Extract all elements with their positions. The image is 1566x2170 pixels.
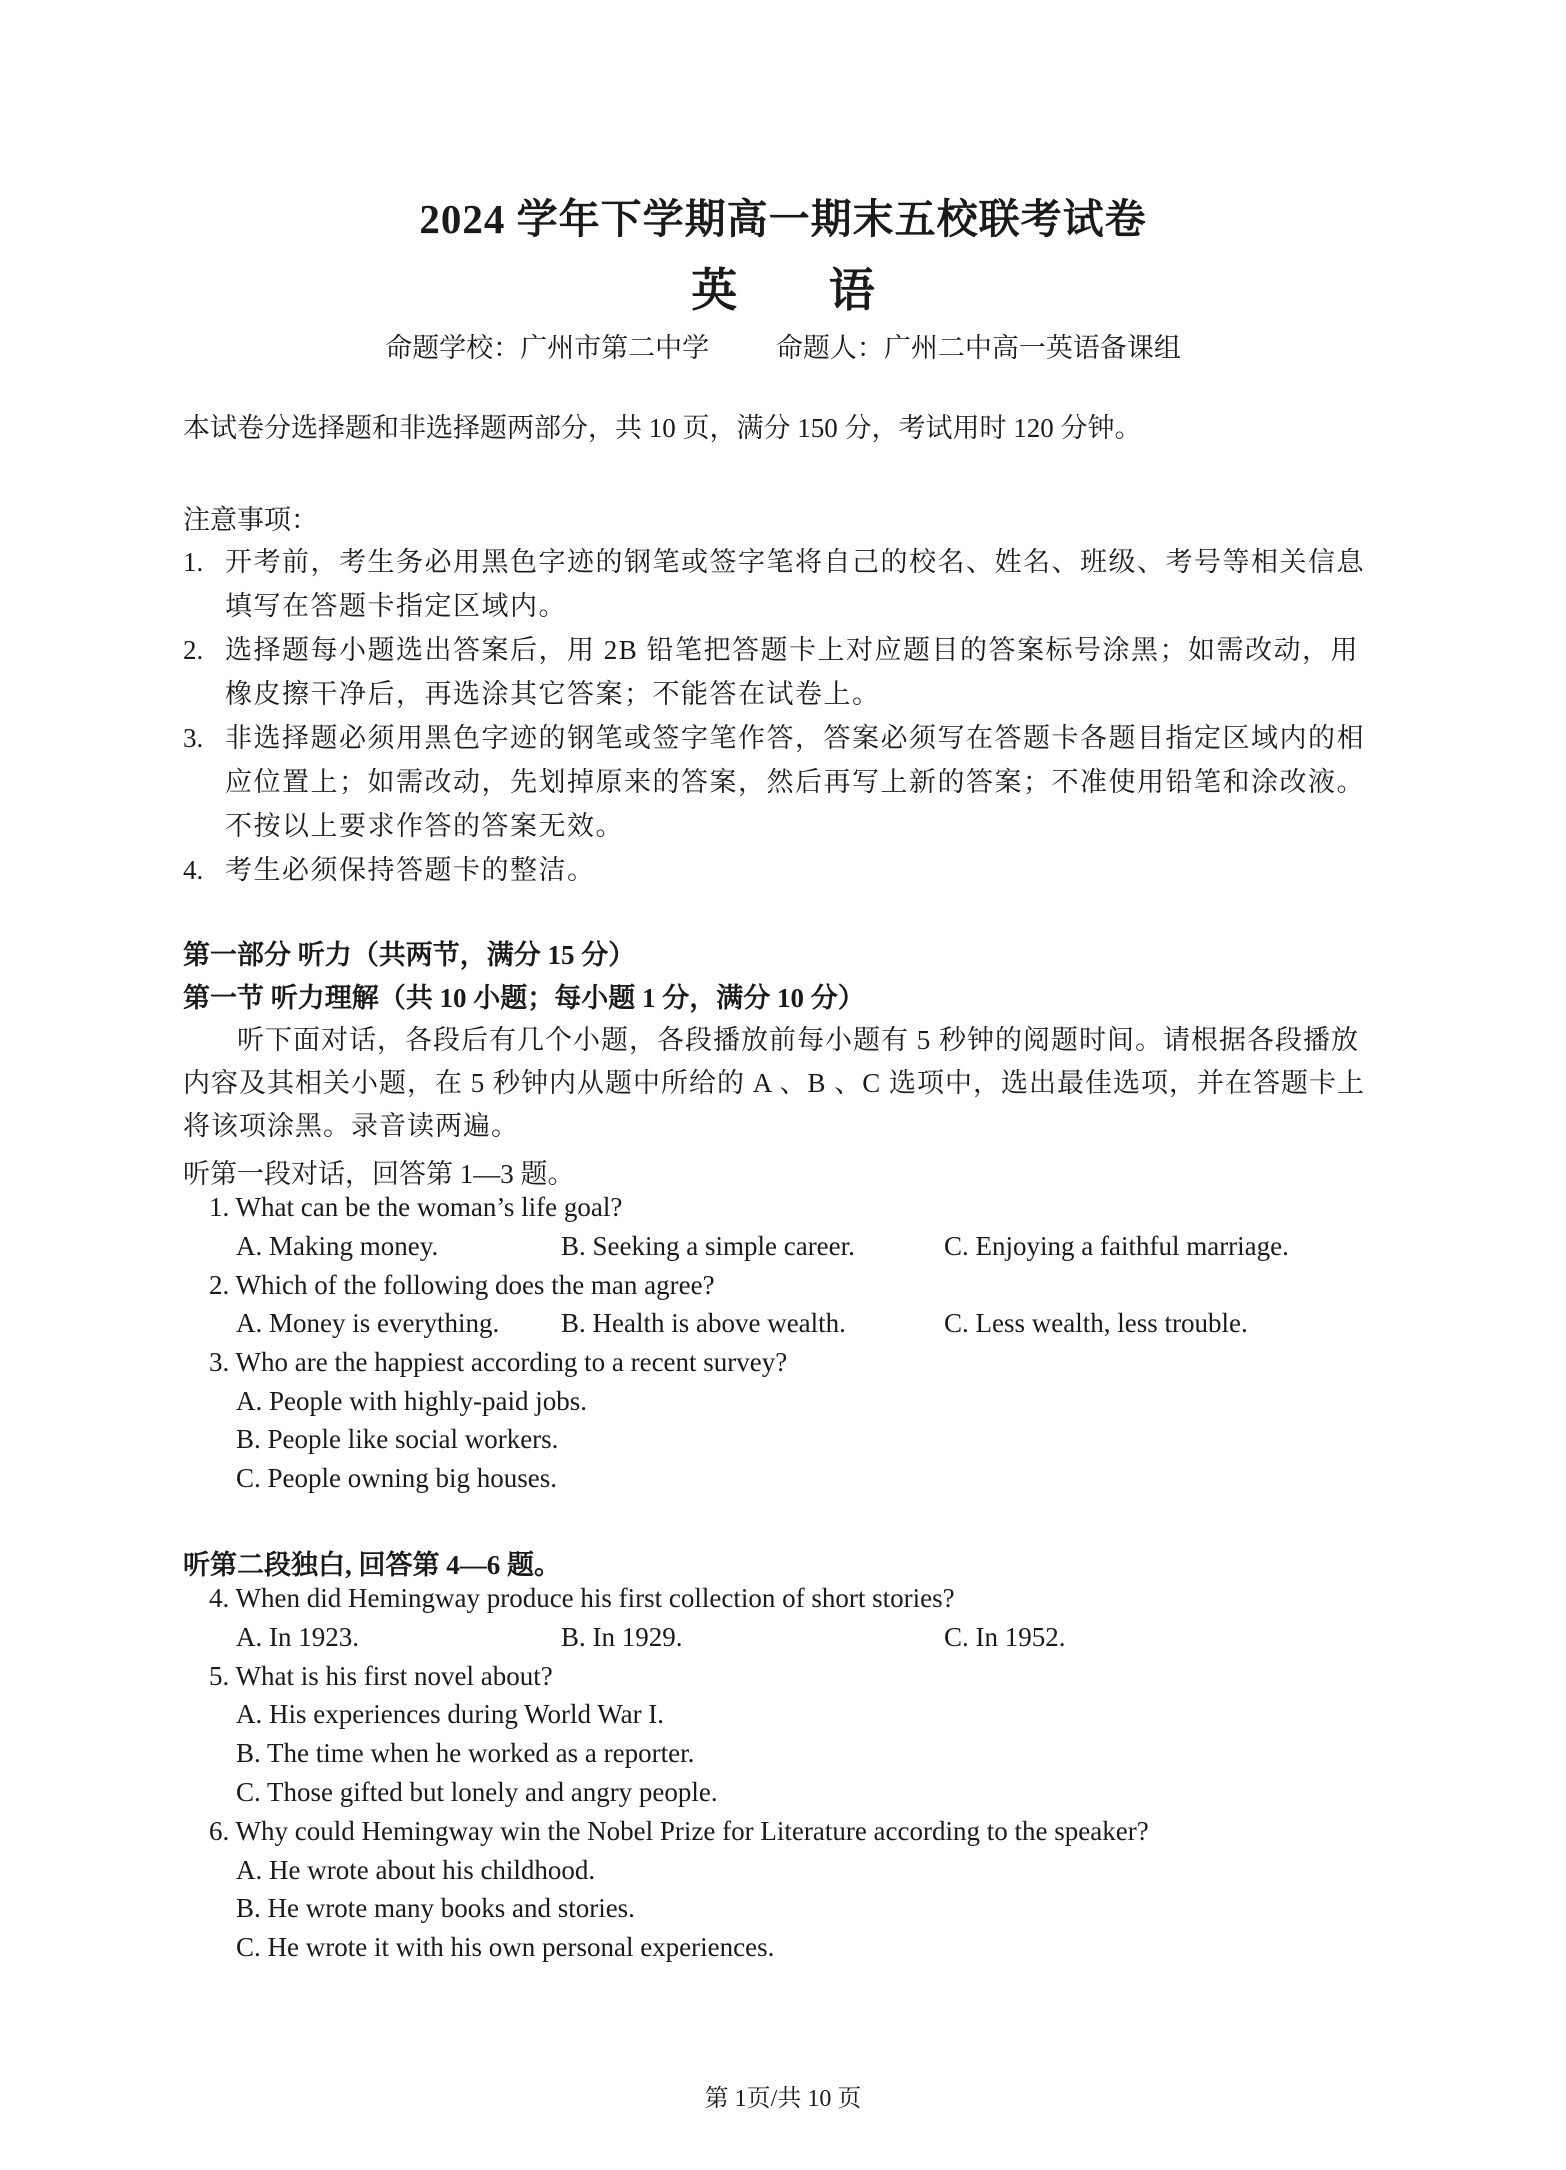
option-b: B. Health is above wealth. [561, 1308, 846, 1338]
notice-heading: 注意事项： [183, 505, 318, 535]
option-a: A. Money is everything. [236, 1308, 500, 1338]
question-stem: 2. Which of the following does the man agree? [209, 1270, 715, 1300]
question-stem: 5. What is his first novel about? [209, 1661, 553, 1691]
part-heading: 第一部分 听力（共两节，满分 15 分） [183, 940, 636, 970]
school-info: 命题学校：广州市第二中学 [385, 333, 710, 363]
section-heading: 第一节 听力理解（共 10 小题；每小题 1 分，满分 10 分） [183, 983, 865, 1013]
group-heading-1: 听第一段对话，回答第 1—3 题。 [183, 1159, 575, 1189]
notice-item [183, 848, 1383, 892]
option-c: C. People owning big houses. [236, 1463, 557, 1493]
group-heading-2: 听第二段独白, 回答第 4—6 题。 [183, 1550, 561, 1580]
option-c: C. Less wealth, less trouble. [944, 1308, 1248, 1338]
option-a: A. Making money. [236, 1231, 439, 1261]
option-a: A. People with highly-paid jobs. [236, 1386, 587, 1416]
option-c: C. Enjoying a faithful marriage. [944, 1231, 1289, 1261]
author-info: 命题人：广州二中高一英语备课组 [775, 333, 1181, 363]
option-c: C. Those gifted but lonely and angry people. [236, 1777, 718, 1807]
question-stem: 1. What can be the woman’s life goal? [209, 1192, 623, 1222]
option-a: A. His experiences during World War I. [236, 1699, 665, 1729]
notice-text: 考生必须保持答题卡的整洁。 [225, 855, 596, 885]
page-footer: 第 1页/共 10 页 [704, 2086, 862, 2112]
notice-item [183, 628, 1383, 716]
notice-list [183, 540, 1383, 892]
notice-item [183, 540, 1383, 628]
exam-intro: 本试卷分选择题和非选择题两部分，共 10 页，满分 150 分，考试用时 120 分钟。 [183, 413, 1142, 443]
option-b: B. People like social workers. [236, 1424, 559, 1454]
notice-text: 选择题每小题选出答案后，用 2B 铅笔把答题卡上对应题目的答案标号涂黑；如需改动，用橡皮擦干净后，再选涂其它答案；不能答在试卷上。 [225, 635, 1360, 709]
option-c: C. In 1952. [944, 1622, 1066, 1652]
notice-number: 1. [183, 547, 204, 577]
question-stem: 4. When did Hemingway produce his first collection of short stories? [209, 1583, 955, 1613]
exam-title: 2024 学年下学期高一期末五校联考试卷 [419, 196, 1147, 242]
option-c: C. He wrote it with his own personal experiences. [236, 1932, 775, 1962]
option-a: A. He wrote about his childhood. [236, 1855, 596, 1885]
question-stem: 3. Who are the happiest according to a recent survey? [209, 1347, 788, 1377]
notice-number: 2. [183, 635, 204, 665]
option-a: A. In 1923. [236, 1622, 359, 1652]
notice-text: 开考前，考生务必用黑色字迹的钢笔或签字笔将自己的校名、姓名、班级、考号等相关信息填写在答题卡指定区域内。 [225, 547, 1365, 621]
notice-item [183, 716, 1383, 848]
notice-text: 非选择题必须用黑色字迹的钢笔或签字笔作答，答案必须写在答题卡各题目指定区域内的相应位置上；如需改动，先划掉原来的答案，然后再写上新的答案；不准使用铅笔和涂改液。不按以上要求作答的答案无效。 [225, 723, 1365, 841]
notice-number: 3. [183, 723, 204, 753]
question-stem: 6. Why could Hemingway win the Nobel Prize for Literature according to the speaker? [209, 1816, 1149, 1846]
option-b: B. He wrote many books and stories. [236, 1893, 635, 1923]
option-b: B. The time when he worked as a reporter. [236, 1738, 695, 1768]
option-b: B. In 1929. [561, 1622, 683, 1652]
subject-title: 英 语 [691, 265, 915, 316]
listening-instructions: 听下面对话，各段后有几个小题，各段播放前每小题有 5 秒钟的阅题时间。请根据各段播放内容及其相关小题，在 5 秒钟内从题中所给的 A 、B 、C 选项中，选出最佳选项，并在答题卡上将该项涂黑。录音读两遍。 [183, 1025, 1366, 1141]
option-b: B. Seeking a simple career. [561, 1231, 855, 1261]
notice-number: 4. [183, 855, 204, 885]
exam-meta [0, 326, 1566, 365]
